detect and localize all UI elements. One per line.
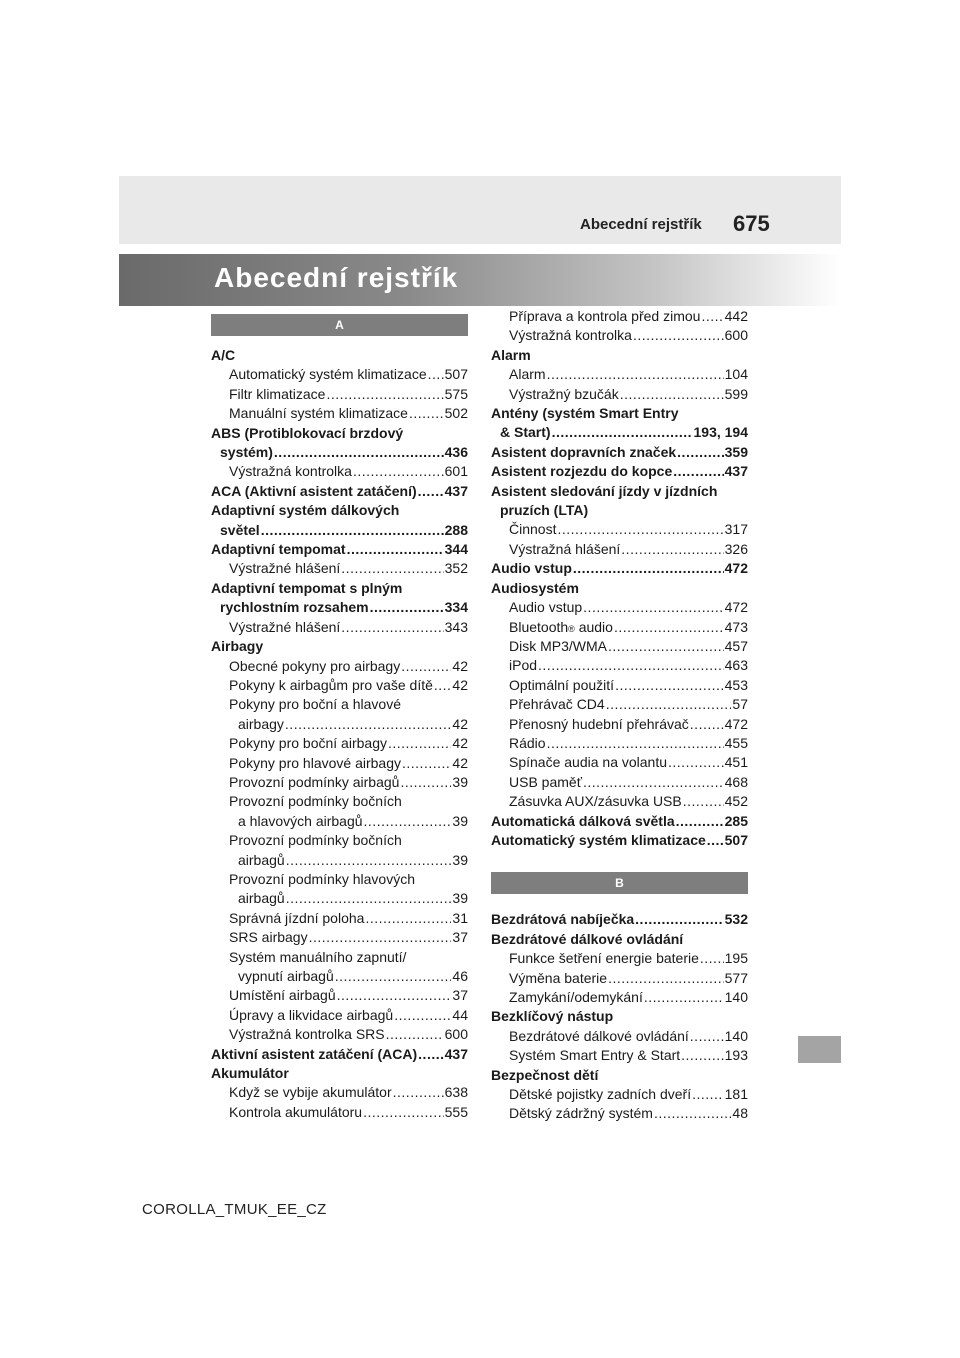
- index-entry-term: Pokyny pro hlavové airbagy: [229, 754, 401, 771]
- dot-leader: [573, 559, 724, 578]
- index-entry-term: Úpravy a likvidace airbagů: [229, 1006, 394, 1023]
- index-entry[interactable]: [491, 404, 748, 423]
- dot-leader: [620, 385, 724, 404]
- index-entry[interactable]: [491, 482, 748, 501]
- index-entry[interactable]: [491, 734, 748, 753]
- index-entry[interactable]: [491, 1085, 748, 1104]
- dot-leader: [353, 462, 444, 481]
- index-entry-term: Adaptivní systém dálkových: [211, 502, 400, 519]
- index-entry[interactable]: [211, 385, 468, 404]
- footer-model-code: COROLLA_TMUK_EE_CZ: [142, 1201, 327, 1218]
- index-entry-term: Systém Smart Entry & Start: [509, 1047, 681, 1064]
- index-entry-page: 442: [724, 308, 748, 324]
- index-entry[interactable]: [211, 831, 468, 850]
- index-entry-page: 600: [444, 1026, 468, 1043]
- index-entry[interactable]: [491, 656, 748, 675]
- index-entry-term: Výstražná kontrolka: [229, 463, 352, 480]
- index-entry-term: Výstražná hlášení: [509, 540, 621, 557]
- index-entry-term: Pokyny pro boční airbagy: [229, 735, 387, 752]
- index-entry-term: ABS (Protiblokovací brzdový: [211, 424, 404, 441]
- index-entry[interactable]: [211, 637, 468, 656]
- letter-heading-a: A: [211, 314, 468, 336]
- index-entry-term: Asistent sledování jízdy v jízdních: [491, 482, 718, 499]
- index-entry-page: 453: [724, 676, 748, 693]
- index-entry[interactable]: [491, 695, 748, 714]
- index-entry-page: 39: [452, 773, 468, 790]
- dot-leader: [365, 909, 451, 928]
- index-entry-term: Pokyny k airbagům pro vaše dítě: [229, 676, 433, 693]
- index-entry-term: Obecné pokyny pro airbagy: [229, 657, 401, 674]
- index-entry[interactable]: [491, 812, 748, 831]
- index-entry-term: ACA (Aktivní asistent zatáčení): [211, 482, 417, 499]
- index-entry-term: Pokyny pro boční a hlavové: [229, 696, 401, 713]
- index-column-right: [491, 307, 748, 1124]
- dot-leader: [654, 1104, 731, 1123]
- index-entry-page: 37: [452, 987, 468, 1004]
- dot-leader: [615, 676, 724, 695]
- index-entry-page: 437: [724, 463, 748, 480]
- index-entry[interactable]: [211, 657, 468, 676]
- index-entry[interactable]: [211, 792, 468, 811]
- index-entry[interactable]: [211, 928, 468, 947]
- dot-leader: [614, 618, 724, 637]
- index-entry-term: Bezdrátové dálkové ovládání: [509, 1027, 689, 1044]
- dot-leader: [676, 812, 724, 831]
- index-entry-page: 600: [724, 327, 748, 344]
- index-entry-term: a hlavových airbagů: [238, 812, 363, 829]
- dot-leader: [606, 695, 732, 714]
- index-entry[interactable]: [211, 365, 468, 384]
- index-entry[interactable]: [491, 326, 748, 345]
- thumb-index-tab[interactable]: [798, 1036, 841, 1063]
- index-entry-term: Bluetooth: [509, 618, 569, 635]
- dot-leader: [633, 326, 724, 345]
- index-entry-term: Automatický systém klimatizace: [491, 831, 706, 848]
- index-entry[interactable]: [211, 948, 468, 967]
- index-entry-term: Kontrola akumulátoru: [229, 1103, 363, 1120]
- index-entry-page: 601: [444, 463, 468, 480]
- index-entry-term: Správná jízdní poloha: [229, 909, 365, 926]
- dot-leader: [547, 365, 724, 384]
- index-entry[interactable]: [491, 773, 748, 792]
- index-entry[interactable]: [211, 676, 468, 695]
- index-entry[interactable]: [211, 851, 468, 870]
- dot-leader: [286, 851, 452, 870]
- dot-leader: [552, 423, 693, 442]
- index-entry-page: 48: [732, 1105, 748, 1122]
- index-entry[interactable]: [211, 1103, 468, 1122]
- index-entry-term: Asistent rozjezdu do kopce: [491, 463, 673, 480]
- index-entry-page: 507: [724, 831, 748, 848]
- index-entry[interactable]: [211, 986, 468, 1005]
- index-entry-page: 457: [724, 637, 748, 654]
- dot-leader: [428, 365, 444, 384]
- dot-leader: [286, 889, 452, 908]
- index-entry-term: Audio vstup: [491, 560, 572, 577]
- index-entry[interactable]: [491, 307, 748, 326]
- index-entry-page: 317: [724, 521, 748, 538]
- dot-leader: [673, 462, 723, 481]
- dot-leader: [677, 443, 723, 462]
- index-entry-term: Spínače audia na volantu: [509, 754, 668, 771]
- index-entry-term: Automatický systém klimatizace: [229, 366, 427, 383]
- index-entry[interactable]: [491, 1046, 748, 1065]
- dot-leader: [621, 540, 723, 559]
- dot-leader: [538, 656, 724, 675]
- index-entry-page: 195: [724, 950, 748, 967]
- index-entry[interactable]: [211, 579, 468, 598]
- index-entry[interactable]: [211, 695, 468, 714]
- index-entry-page: 39: [452, 812, 468, 829]
- index-entry-page: 451: [724, 754, 748, 771]
- index-entry-term: Bezdrátové dálkové ovládání: [491, 930, 684, 947]
- index-entry[interactable]: [491, 423, 748, 442]
- index-entry-term: Zásuvka AUX/zásuvka USB: [509, 793, 682, 810]
- index-entry[interactable]: [491, 969, 748, 988]
- index-entry-page: 577: [724, 969, 748, 986]
- index-entry[interactable]: [491, 1007, 748, 1026]
- index-entry-term: Alarm: [509, 366, 546, 383]
- index-entry-page: 468: [724, 773, 748, 790]
- dot-leader: [692, 1085, 724, 1104]
- index-entry-page: 507: [444, 366, 468, 383]
- index-entry-term: systém): [220, 444, 273, 461]
- dot-leader: [635, 910, 723, 929]
- index-entry-page: 452: [724, 793, 748, 810]
- index-entry[interactable]: [211, 521, 468, 540]
- index-entry[interactable]: [491, 520, 748, 539]
- index-entry-term: Zamykání/odemykání: [509, 989, 643, 1005]
- index-entry-page: 343: [444, 618, 468, 635]
- index-entry-page: 436: [444, 444, 468, 461]
- index-entry-term: Aktivní asistent zatáčení (ACA): [211, 1045, 418, 1062]
- index-entry[interactable]: [211, 909, 468, 928]
- index-entry-term: rychlostním rozsahem: [220, 599, 369, 616]
- index-entry-page: 555: [444, 1103, 468, 1120]
- index-entry-page: 599: [724, 385, 748, 402]
- index-entry-page: 42: [452, 754, 468, 771]
- index-entry[interactable]: [491, 462, 748, 481]
- index-entry-term: Automatická dálková světla: [491, 812, 675, 829]
- index-entry[interactable]: [491, 540, 748, 559]
- index-entry[interactable]: [211, 773, 468, 792]
- index-entry-term: Příprava a kontrola před zimou: [509, 308, 701, 324]
- index-entry[interactable]: [491, 988, 748, 1007]
- index-entry-term: Bezpečnost dětí: [491, 1066, 599, 1083]
- dot-leader: [690, 715, 724, 734]
- index-entry-term: Manuální systém klimatizace: [229, 405, 408, 422]
- dot-leader: [261, 521, 444, 540]
- index-list-a-continued: [491, 307, 748, 850]
- dot-leader: [400, 773, 451, 792]
- index-entry-page: 46: [452, 968, 468, 984]
- index-entry-term: Výměna baterie: [509, 969, 608, 986]
- dot-leader: [401, 657, 451, 676]
- index-entry-term: Provozní podmínky bočních: [229, 832, 402, 849]
- index-entry-term: Alarm: [491, 346, 531, 363]
- dot-leader: [370, 598, 444, 617]
- index-entry-page: 42: [452, 657, 468, 674]
- index-entry-term: Airbagy: [211, 638, 264, 655]
- index-entry[interactable]: [211, 618, 468, 637]
- index-entry-page: 326: [724, 540, 748, 557]
- index-entry-term: USB paměť: [509, 773, 582, 790]
- dot-leader: [341, 618, 443, 637]
- index-list-a: [211, 346, 468, 1122]
- index-entry-page: 193, 194: [693, 424, 748, 441]
- dot-leader: [418, 482, 444, 501]
- index-entry[interactable]: [491, 1027, 748, 1046]
- dot-leader: [683, 792, 724, 811]
- dot-leader: [583, 773, 724, 792]
- dot-leader: [393, 1083, 444, 1102]
- index-entry[interactable]: [491, 1066, 748, 1085]
- index-entry[interactable]: [211, 734, 468, 753]
- dot-leader: [668, 753, 724, 772]
- index-entry-term: Výstražná kontrolka: [509, 327, 632, 344]
- index-entry-term: & Start): [500, 424, 551, 441]
- dot-leader: [608, 637, 724, 656]
- index-entry[interactable]: [491, 715, 748, 734]
- dot-leader: [386, 1025, 444, 1044]
- index-entry-page: 288: [444, 521, 468, 538]
- index-entry-page: 140: [724, 989, 748, 1005]
- index-entry[interactable]: Bluetooth ® audio ..... 473: [491, 618, 748, 637]
- index-entry[interactable]: [491, 949, 748, 968]
- index-entry[interactable]: [491, 443, 748, 462]
- index-entry-term: Audio vstup: [509, 599, 583, 616]
- index-entry[interactable]: [211, 1083, 468, 1102]
- index-entry-term: Filtr klimatizace: [229, 385, 326, 402]
- header-section-title: Abecední rejstřík: [580, 216, 702, 233]
- index-entry-term: SRS airbagy: [229, 929, 308, 946]
- index-entry-term: A/C: [211, 347, 236, 363]
- dot-leader: [285, 715, 452, 734]
- index-entry[interactable]: [491, 1104, 748, 1123]
- index-entry-page: 42: [452, 735, 468, 752]
- index-entry-page: 57: [732, 696, 748, 713]
- index-entry-term: světel: [220, 521, 260, 538]
- index-entry[interactable]: [491, 579, 748, 598]
- dot-leader: [409, 404, 444, 423]
- index-entry[interactable]: [491, 346, 748, 365]
- dot-leader: [700, 949, 724, 968]
- index-entry-term: Provozní podmínky airbagů: [229, 773, 400, 790]
- index-entry[interactable]: [211, 559, 468, 578]
- index-entry-page: 42: [452, 676, 468, 693]
- index-entry-page: 638: [444, 1084, 468, 1101]
- index-entry[interactable]: [491, 676, 748, 695]
- index-entry[interactable]: [211, 812, 468, 831]
- dot-leader: [347, 540, 444, 559]
- index-entry-page: 344: [444, 541, 468, 558]
- dot-leader: [364, 812, 452, 831]
- index-entry[interactable]: [211, 462, 468, 481]
- dot-leader: [418, 1045, 443, 1064]
- index-entry[interactable]: [211, 404, 468, 423]
- index-entry[interactable]: [211, 1064, 468, 1083]
- index-entry-term: Bezklíčový nástup: [491, 1008, 614, 1025]
- index-entry-page: 193: [724, 1047, 748, 1064]
- index-entry[interactable]: [211, 482, 468, 501]
- index-entry-term: Dětský zádržný systém: [509, 1105, 653, 1122]
- dot-leader: [274, 443, 444, 462]
- index-entry-term: Adaptivní tempomat s plným: [211, 579, 403, 596]
- index-entry[interactable]: [211, 1006, 468, 1025]
- page-title: Abecední rejstřík: [214, 262, 459, 293]
- index-entry-page: 472: [724, 715, 748, 732]
- index-entry-term: iPod: [509, 657, 538, 674]
- index-entry-page: 334: [444, 599, 468, 616]
- index-entry-term: Antény (systém Smart Entry: [491, 405, 679, 422]
- index-entry-term: Přenosný hudební přehrávač: [509, 715, 689, 732]
- index-entry-page: 140: [724, 1027, 748, 1044]
- index-entry-term: Výstražné hlášení: [229, 618, 341, 635]
- index-entry-term: Provozní podmínky hlavových: [229, 870, 415, 887]
- index-entry-term: Akumulátor: [211, 1065, 289, 1082]
- dot-leader: [363, 1103, 444, 1122]
- index-entry[interactable]: [211, 715, 468, 734]
- index-entry-page: 352: [444, 560, 468, 577]
- index-entry-term: Přehrávač CD4: [509, 696, 605, 713]
- index-entry-page: 359: [724, 443, 748, 460]
- index-entry-term: Systém manuálního zapnutí/: [229, 948, 407, 965]
- index-entry-page: 39: [452, 851, 468, 868]
- index-entry-term: airbagy: [238, 715, 284, 732]
- index-entry[interactable]: [211, 424, 468, 443]
- index-entry[interactable]: [491, 559, 748, 578]
- dot-leader: [690, 1027, 724, 1046]
- index-entry-page: 532: [724, 911, 748, 928]
- index-entry[interactable]: [491, 598, 748, 617]
- index-entry[interactable]: [211, 1025, 468, 1044]
- dot-leader: [337, 986, 452, 1005]
- index-entry-page: 285: [724, 812, 748, 829]
- index-entry-term-suffix: audio: [574, 618, 613, 635]
- index-entry[interactable]: [211, 443, 468, 462]
- index-entry-term: Rádio: [509, 734, 546, 751]
- index-entry-page: 472: [724, 560, 748, 577]
- index-entry-term: airbagů: [238, 890, 285, 907]
- index-entry[interactable]: [211, 598, 468, 617]
- dot-leader: [608, 969, 724, 988]
- dot-leader: [681, 1046, 723, 1065]
- dot-leader: [335, 967, 452, 986]
- dot-leader: [557, 520, 723, 539]
- dot-leader: [583, 598, 723, 617]
- letter-heading-b: B: [491, 872, 748, 894]
- index-entry[interactable]: [491, 831, 748, 850]
- index-entry-term: airbagů: [238, 851, 285, 868]
- index-entry-term: Bezdrátová nabíječka: [491, 911, 635, 928]
- index-entry-term: Činnost: [509, 521, 557, 538]
- dot-leader: [341, 559, 443, 578]
- index-entry[interactable]: [491, 637, 748, 656]
- index-column-left: [211, 314, 468, 1122]
- dot-leader: [394, 1006, 451, 1025]
- dot-leader: [644, 988, 724, 1007]
- index-entry[interactable]: [491, 910, 748, 929]
- index-entry-page: 44: [452, 1006, 468, 1023]
- index-entry-page: 502: [444, 405, 468, 422]
- index-entry[interactable]: [211, 346, 468, 365]
- dot-leader: [326, 385, 443, 404]
- index-entry[interactable]: [491, 753, 748, 772]
- index-entry[interactable]: [491, 385, 748, 404]
- index-entry-page: 437: [444, 1045, 468, 1062]
- index-entry-term: Výstražný bzučák: [509, 385, 619, 402]
- index-entry[interactable]: [491, 792, 748, 811]
- dot-leader: [402, 754, 451, 773]
- index-entry[interactable]: [491, 501, 748, 520]
- dot-leader: [701, 307, 723, 326]
- index-entry-term: Funkce šetření energie baterie: [509, 950, 699, 967]
- index-entry-page: 437: [444, 482, 468, 499]
- index-entry-term: Dětské pojistky zadních dveří: [509, 1086, 692, 1103]
- index-entry-term: Když se vybije akumulátor: [229, 1084, 392, 1101]
- index-entry-page: 575: [444, 385, 468, 402]
- dot-leader: [707, 831, 724, 850]
- index-entry-term: Audiosystém: [491, 579, 579, 596]
- index-entry-page: 39: [452, 890, 468, 907]
- index-entry-page: 455: [724, 734, 748, 751]
- index-entry[interactable]: [491, 365, 748, 384]
- index-entry[interactable]: [211, 501, 468, 520]
- index-entry[interactable]: [211, 1045, 468, 1064]
- page-number: 675: [733, 211, 770, 236]
- index-entry-term: Optimální použití: [509, 676, 615, 693]
- index-entry-page: 181: [724, 1086, 748, 1103]
- index-entry-term: pruzích (LTA): [500, 502, 589, 519]
- dot-leader: [434, 676, 452, 695]
- index-entry-term: Provozní podmínky bočních: [229, 793, 402, 810]
- index-entry-page: 31: [452, 909, 468, 926]
- index-entry-page: 104: [724, 366, 748, 383]
- index-list-b: [491, 910, 748, 1123]
- index-entry-term: Disk MP3/WMA: [509, 637, 607, 654]
- index-entry-term: Umístění airbagů: [229, 987, 336, 1004]
- index-entry[interactable]: [211, 870, 468, 889]
- index-entry-term: Výstražná kontrolka SRS: [229, 1026, 385, 1043]
- dot-leader: [388, 734, 451, 753]
- index-entry[interactable]: [491, 930, 748, 949]
- index-entry-page: 42: [452, 715, 468, 732]
- index-entry-page: 473: [724, 618, 748, 635]
- dot-leader: [547, 734, 724, 753]
- index-entry-term: vypnutí airbagů: [238, 968, 334, 984]
- index-entry[interactable]: [211, 967, 468, 986]
- index-entry[interactable]: [211, 540, 468, 559]
- index-entry-page: 472: [724, 599, 748, 616]
- index-entry-term: Adaptivní tempomat: [211, 541, 346, 558]
- index-entry[interactable]: [211, 889, 468, 908]
- dot-leader: [309, 928, 452, 947]
- index-entry-page: 37: [452, 929, 468, 946]
- index-entry-term: Asistent dopravních značek: [491, 443, 677, 460]
- index-entry-page: 463: [724, 657, 748, 674]
- index-entry-term: Výstražné hlášení: [229, 560, 341, 577]
- index-entry[interactable]: [211, 754, 468, 773]
